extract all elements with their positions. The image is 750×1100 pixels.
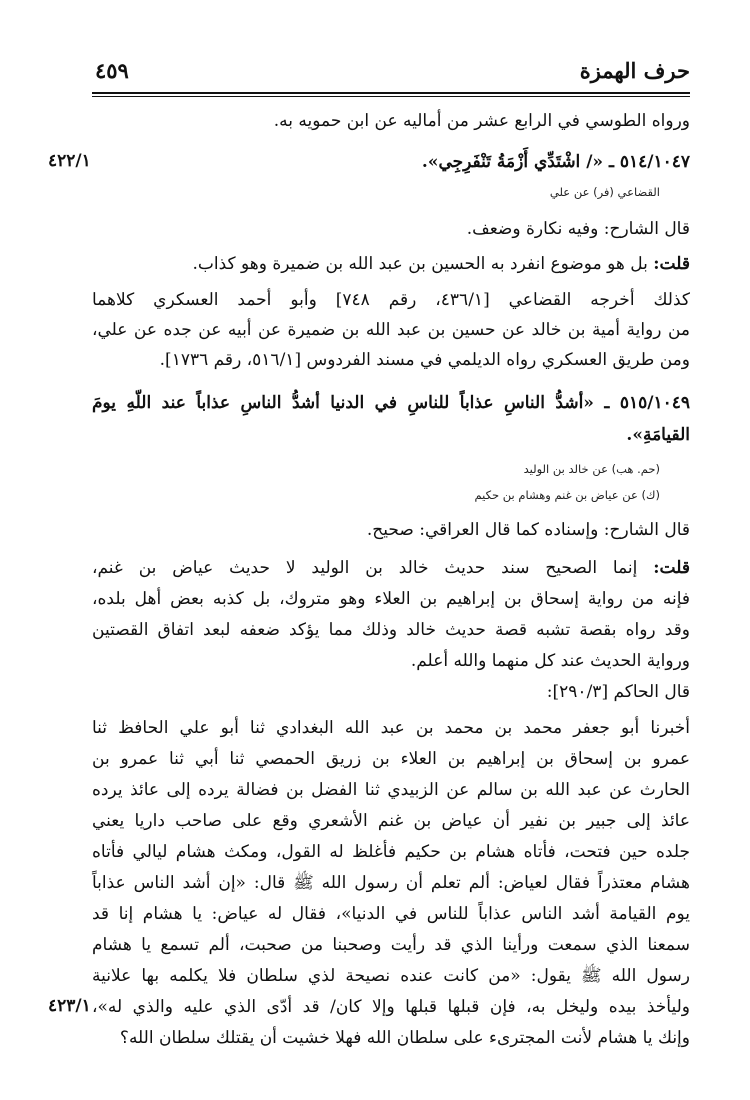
text-line: الحارث عن عبد الله بن سالم عن الزبيدي ثنا الفضل بن فضالة يرده إلى عائذ يرده bbox=[92, 780, 690, 800]
text-line: وإنك يا هشام لأنت المجترىء على سلطان الله فهلا خشيت أن يقتلك سلطان الله؟ bbox=[119, 1028, 690, 1048]
header-rule bbox=[92, 92, 690, 94]
chapter-title: حرف الهمزة bbox=[579, 58, 690, 83]
text-line: عائذ إلى جبير بن نفير أن عياض بن غنم الأشعري وقع على صاحب داريا يعني bbox=[92, 811, 691, 831]
qultu-comment bbox=[92, 253, 690, 275]
margin-reference: ٤٢٣/١ bbox=[48, 996, 91, 1016]
qultu-label: قلت: bbox=[653, 558, 690, 578]
qultu-text: بل هو موضوع انفرد به الحسين بن عبد الله بن ضميرة وهو كذاب. bbox=[192, 254, 648, 274]
text-line: سمعنا الذي سمعت ورأينا الذي قد رأيت وصحبنا من صحبت، ألم تسمع يا هشام bbox=[92, 935, 690, 955]
qultu-label: قلت: bbox=[653, 254, 690, 274]
qultu-text: إنما الصحيح سند حديث خالد بن الوليد لا حديث عياض بن غنم، bbox=[92, 558, 638, 578]
text-line: عمرو بن إسحاق بن إبراهيم بن العلاء بن زريق الحمصي ثنا أبي ثنا عمرو بن bbox=[92, 749, 690, 769]
text-line: يوم القيامة أشد الناس عذاباً للناس في الدنيا»، فقال له عياض: يا هشام إنا قد bbox=[92, 904, 690, 924]
text-line: وليأخذ بيده وليخل به، فإن قبلها قبلها وإلا كان/ قد أدّى الذي عليه والذي له»، bbox=[92, 997, 690, 1017]
hadith-text: «أشدُّ الناسِ عذاباً للناسِ في الدنيا أشدُّ الناسِ عذاباً عند اللّهِ يومَ bbox=[92, 393, 594, 413]
hadith-514 bbox=[92, 151, 690, 173]
hakim-heading: قال الحاكم [٢٩٠/٣]: bbox=[546, 682, 690, 702]
margin-reference: ٤٢٢/١ bbox=[48, 151, 91, 171]
text-line: وقد رواه بقصة تشبه قصة حديث خالد وذلك مما يؤكد ضعفه لبعد اتفاق القصتين bbox=[92, 620, 690, 640]
text-line: ورواه الطوسي في الرابع عشر من أماليه عن ابن حمويه به. bbox=[273, 111, 690, 131]
text-line: من رواية أمية بن خالد عن حسين بن عبد الله بن ضميرة عن أبيه عن جده عن علي، bbox=[92, 320, 690, 340]
hadith-number: ٥١٤/١٠٤٧ ـ bbox=[608, 152, 690, 172]
qultu-comment bbox=[92, 557, 690, 579]
text-line: رسول الله ﷺ يقول: «من كانت عنده نصيحة لذي سلطان فلا يكلمه بها علانية bbox=[92, 966, 690, 986]
hadith-text-cont: القيامَةِ». bbox=[626, 425, 690, 445]
hadith-source: القضاعي (فر) عن علي bbox=[549, 185, 660, 199]
sharih-comment: قال الشارح: وفيه نكارة وضعف. bbox=[466, 219, 690, 239]
hadith-source: (حم. هب) عن خالد بن الوليد bbox=[523, 462, 660, 476]
text-line: أخبرنا أبو جعفر محمد بن محمد بن عبد الله البغدادي ثنا أبو علي الحافظ ثنا bbox=[92, 718, 690, 738]
text-line: جلده حين فتحت، فأتاه هشام بن حكيم فأغلظ له القول، ومكث هشام ليالي فأتاه bbox=[92, 842, 690, 862]
text-line: كذلك أخرجه القضاعي [٤٣٦/١، رقم ٧٤٨] وأبو أحمد العسكري كلاهما bbox=[92, 290, 691, 310]
page-number: ٤٥٩ bbox=[95, 58, 129, 83]
sharih-comment: قال الشارح: وإسناده كما قال العراقي: صحيح. bbox=[366, 520, 690, 540]
text-line: ومن طريق العسكري رواه الديلمي في مسند الفردوس [٥١٦/١، رقم ١٧٣٦]. bbox=[159, 350, 690, 370]
text-line: فإنه من رواية إسحاق بن إبراهيم بن العلاء وهو متروك، بل كذبه بعض أهل بلده، bbox=[92, 589, 690, 609]
text-line: ورواية الحديث عند كل منهما والله أعلم. bbox=[410, 651, 690, 671]
header-rule-thin bbox=[92, 96, 690, 97]
hadith-source: (ك) عن عياض بن غنم وهشام بن حكيم bbox=[474, 488, 660, 502]
hadith-text: «/ اشْتَدِّي أَزْمَةُ تَنْفَرِجِي». bbox=[421, 152, 604, 172]
hadith-number: ٥١٥/١٠٤٩ ـ bbox=[604, 393, 690, 413]
text-line: هشام معتذراً فقال لعياض: ألم تعلم أن رسول الله ﷺ قال: «إن أشد الناس عذاباً bbox=[92, 873, 690, 893]
hadith-515 bbox=[92, 392, 690, 414]
